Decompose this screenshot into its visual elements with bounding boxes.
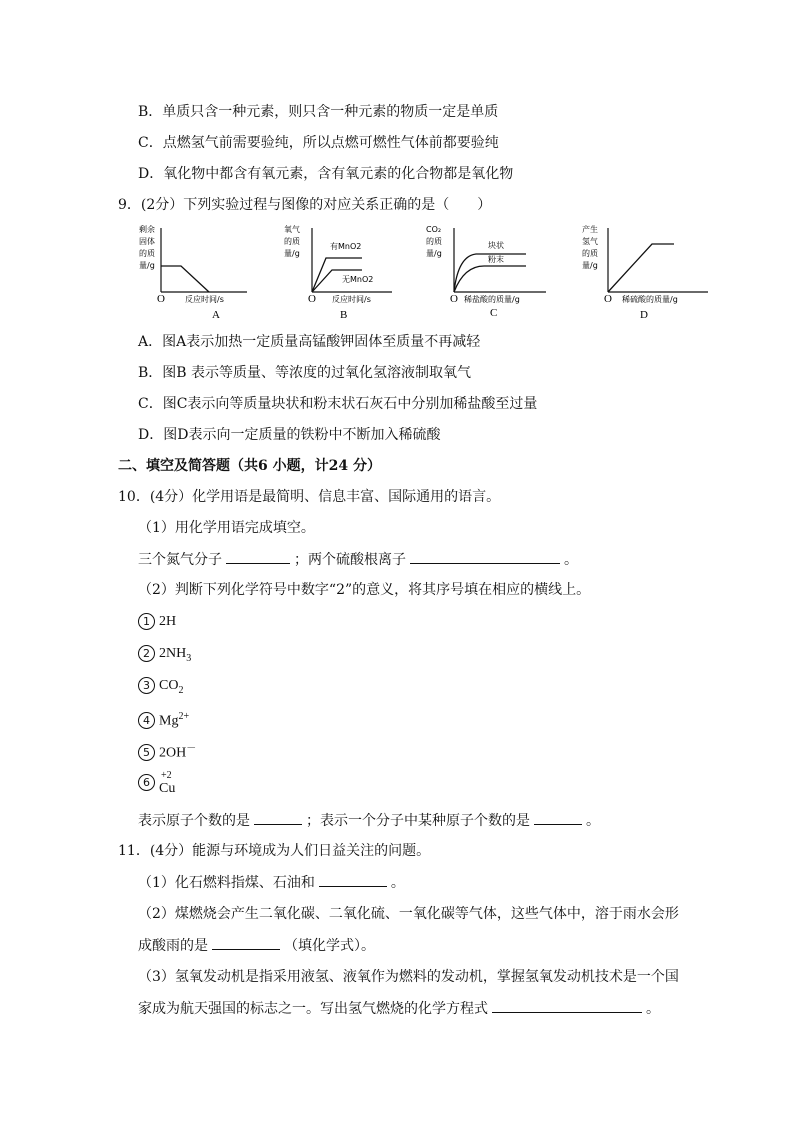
figure-a-caption: A — [212, 309, 220, 321]
svg-text:量/g: 量/g — [284, 249, 300, 258]
q11-answer-blank-3[interactable] — [492, 998, 642, 1013]
figure-c-origin: O — [450, 293, 458, 305]
svg-text:固体: 固体 — [139, 237, 155, 246]
figure-b-label-with: 有MnO2 — [330, 242, 362, 251]
symbol-2oh-minus: 2OH－ — [159, 743, 197, 761]
q10-part2: （2）判断下列化学符号中数字“2”的意义，将其序号填在相应的横线上。 — [138, 582, 591, 598]
q10-answer-end: 。 — [586, 813, 600, 829]
q9-option-a: A．图A表示加热一定质量高锰酸钾固体至质量不再减轻 — [138, 334, 481, 350]
q10-answer-blank-2[interactable] — [410, 549, 560, 564]
symbol-2nh3: $2NH_3$ — [159, 646, 192, 664]
q11-part2-line2: 成酸雨的是 （填化学式）。 — [138, 935, 375, 956]
figure-c-caption: C — [490, 307, 498, 319]
q8-option-d: D．氧化物中都含有氧元素，含有氧元素的化合物都是氧化物 — [138, 166, 514, 182]
circled-number-6: 6 — [138, 774, 155, 791]
q10-stem: 10．(4分）化学用语是最简明、信息丰富、国际通用的语言。 — [118, 489, 501, 505]
svg-text:量/g: 量/g — [139, 261, 155, 270]
svg-text:的质: 的质 — [139, 249, 155, 258]
q11-part1: （1）化石燃料指煤、石油和 。 — [138, 872, 405, 893]
figure-c-curve-powder — [454, 266, 526, 292]
svg-text:产生: 产生 — [582, 225, 598, 234]
svg-text:的质: 的质 — [426, 237, 442, 246]
q9-option-d: D．图D表示向一定质量的铁粉中不断加入稀硫酸 — [138, 427, 441, 443]
figure-b-xlabel: 反应时间/s — [332, 295, 371, 304]
figure-c-xlabel: 稀盐酸的质量/g — [464, 295, 520, 304]
q10-part1: （1）用化学用语完成填空。 — [138, 520, 315, 536]
q10-answer-a-label: 表示原子个数的是 — [138, 813, 250, 829]
q10-item-6 — [138, 770, 176, 796]
q11-answer-blank-2[interactable] — [212, 935, 280, 950]
q9-stem: 9．(2分）下列实验过程与图像的对应关系正确的是（ ） — [118, 197, 492, 213]
figure-d-xlabel: 稀硫酸的质量/g — [622, 295, 678, 304]
svg-text:量/g: 量/g — [582, 261, 598, 270]
q10-part1-sep: ；两个硫酸根离子 — [294, 552, 406, 568]
symbol-2h: 2H — [159, 614, 177, 629]
q10-part1-fill — [138, 549, 578, 570]
svg-text:量/g: 量/g — [426, 249, 442, 258]
figure-d-origin: O — [604, 293, 612, 305]
figure-d — [580, 222, 720, 322]
figure-a-curve — [161, 266, 209, 292]
q11-part3-line2: 家成为航天强国的标志之一。写出氢气燃烧的化学方程式 。 — [138, 998, 660, 1019]
q10-item-3 — [138, 675, 183, 701]
q9-option-b: B．图B 表示等质量、等浓度的过氧化氢溶液制取氧气 — [138, 365, 472, 381]
svg-text:的质: 的质 — [284, 237, 300, 246]
symbol-co2: $CO_2$ — [159, 678, 184, 696]
figure-b-origin: O — [308, 293, 316, 305]
svg-text:氧气: 氧气 — [284, 225, 300, 234]
q10-answer-blank-3[interactable] — [254, 810, 302, 825]
figure-c — [424, 222, 554, 322]
q9-option-c: C．图C表示向等质量块状和粉末状石灰石中分别加稀盐酸至过量 — [138, 396, 538, 412]
symbol-cu-plus2: +2 Cu — [159, 770, 176, 796]
q8-option-b: B．单质只含一种元素，则只含一种元素的物质一定是单质 — [138, 104, 499, 120]
q10-part1-a-label: 三个氮气分子 — [138, 552, 222, 568]
figure-b-caption: B — [340, 309, 348, 321]
q10-item-4 — [138, 707, 189, 732]
q10-item-5 — [138, 739, 196, 764]
q10-answer-line — [138, 810, 600, 831]
circled-number-1: 1 — [138, 613, 155, 630]
q11-part3-line1: （3）氢氧发动机是指采用液氢、液氧作为燃料的发动机，掌握氢氧发动机技术是一个国 — [138, 969, 679, 985]
q10-answer-blank-4[interactable] — [534, 810, 582, 825]
q10-item-1 — [138, 611, 176, 632]
q11-stem: 11．(4分）能源与环境成为人们日益关注的问题。 — [118, 843, 431, 859]
figure-c-label-powder: 粉末 — [488, 255, 504, 264]
q10-part1-end: 。 — [564, 552, 578, 568]
circled-number-3: 3 — [138, 677, 155, 694]
svg-text:氢气: 氢气 — [582, 237, 598, 246]
q11-part2-line1: （2）煤燃烧会产生二氧化碳、二氧化硫、一氧化碳等气体，这些气体中，溶于雨水会形 — [138, 906, 679, 922]
svg-text:的质: 的质 — [582, 249, 598, 258]
symbol-mg2plus: $Mg^{2+}$ — [159, 711, 190, 729]
figure-b-label-without: 无MnO2 — [342, 275, 374, 284]
q10-answer-blank-1[interactable] — [226, 549, 290, 564]
figure-a-ylabel-1: 剩余 — [139, 225, 155, 234]
q11-answer-blank-1[interactable] — [319, 872, 387, 887]
figure-a-origin: O — [157, 293, 165, 305]
circled-number-2: 2 — [138, 645, 155, 662]
q10-answer-sep: ；表示一个分子中某种原子个数的是 — [306, 813, 530, 829]
circled-number-4: 4 — [138, 712, 155, 729]
figure-d-curve — [608, 244, 674, 292]
svg-text:CO₂: CO₂ — [426, 225, 442, 234]
q8-option-c: C．点燃氢气前需要验纯，所以点燃可燃性气体前都要验纯 — [138, 135, 499, 151]
figure-a-xlabel: 反应时间/s — [185, 295, 224, 304]
figure-d-caption: D — [640, 309, 648, 321]
circled-number-5: 5 — [138, 744, 155, 761]
figure-a — [137, 222, 257, 322]
figure-b — [282, 222, 402, 322]
q10-item-2 — [138, 643, 191, 669]
figure-c-label-block: 块状 — [488, 241, 504, 250]
section-2-heading: 二、填空及简答题（共6 小题，计24 分） — [118, 458, 381, 474]
